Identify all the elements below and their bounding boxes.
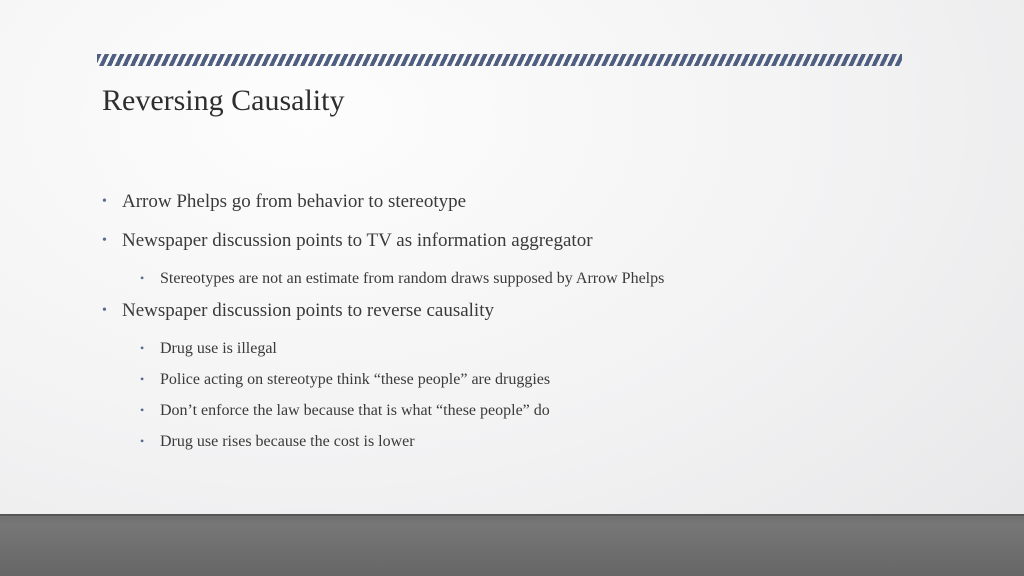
bullet-text: Police acting on stereotype think “these people” are druggies: [160, 371, 551, 388]
bullet-icon: •: [140, 372, 145, 386]
bullet-text: Don’t enforce the law because that is what “these people” do: [160, 402, 550, 419]
bullet-text: Arrow Phelps go from behavior to stereotype: [122, 191, 467, 212]
bullet-text: Drug use is illegal: [160, 340, 277, 357]
bullet-icon: •: [102, 303, 107, 318]
bullet-item: [102, 227, 922, 255]
title-accent-stripe: [97, 54, 902, 66]
sub-bullet-item: [102, 398, 922, 423]
sub-bullet-item: [102, 336, 922, 361]
bullet-icon: •: [102, 194, 107, 209]
bullet-text: Stereotypes are not an estimate from random draws supposed by Arrow Phelps: [160, 270, 665, 287]
bullet-text: Drug use rises because the cost is lower: [160, 433, 415, 450]
bullet-icon: •: [140, 271, 145, 285]
bullet-text: Newspaper discussion points to reverse causality: [122, 300, 494, 321]
bullet-text: Newspaper discussion points to TV as information aggregator: [122, 230, 593, 251]
floor-background: [0, 514, 1024, 576]
bullet-icon: •: [140, 403, 145, 417]
slide-title: Reversing Causality: [102, 84, 345, 117]
bullet-icon: •: [140, 341, 145, 355]
sub-bullet-item: [102, 266, 922, 291]
bullet-item: [102, 188, 922, 216]
bullet-icon: •: [102, 233, 107, 248]
sub-bullet-item: [102, 429, 922, 454]
bullet-list: [102, 188, 922, 460]
floor-edge: [0, 514, 1024, 516]
bullet-item: [102, 297, 922, 325]
sub-bullet-item: [102, 367, 922, 392]
bullet-icon: •: [140, 434, 145, 448]
